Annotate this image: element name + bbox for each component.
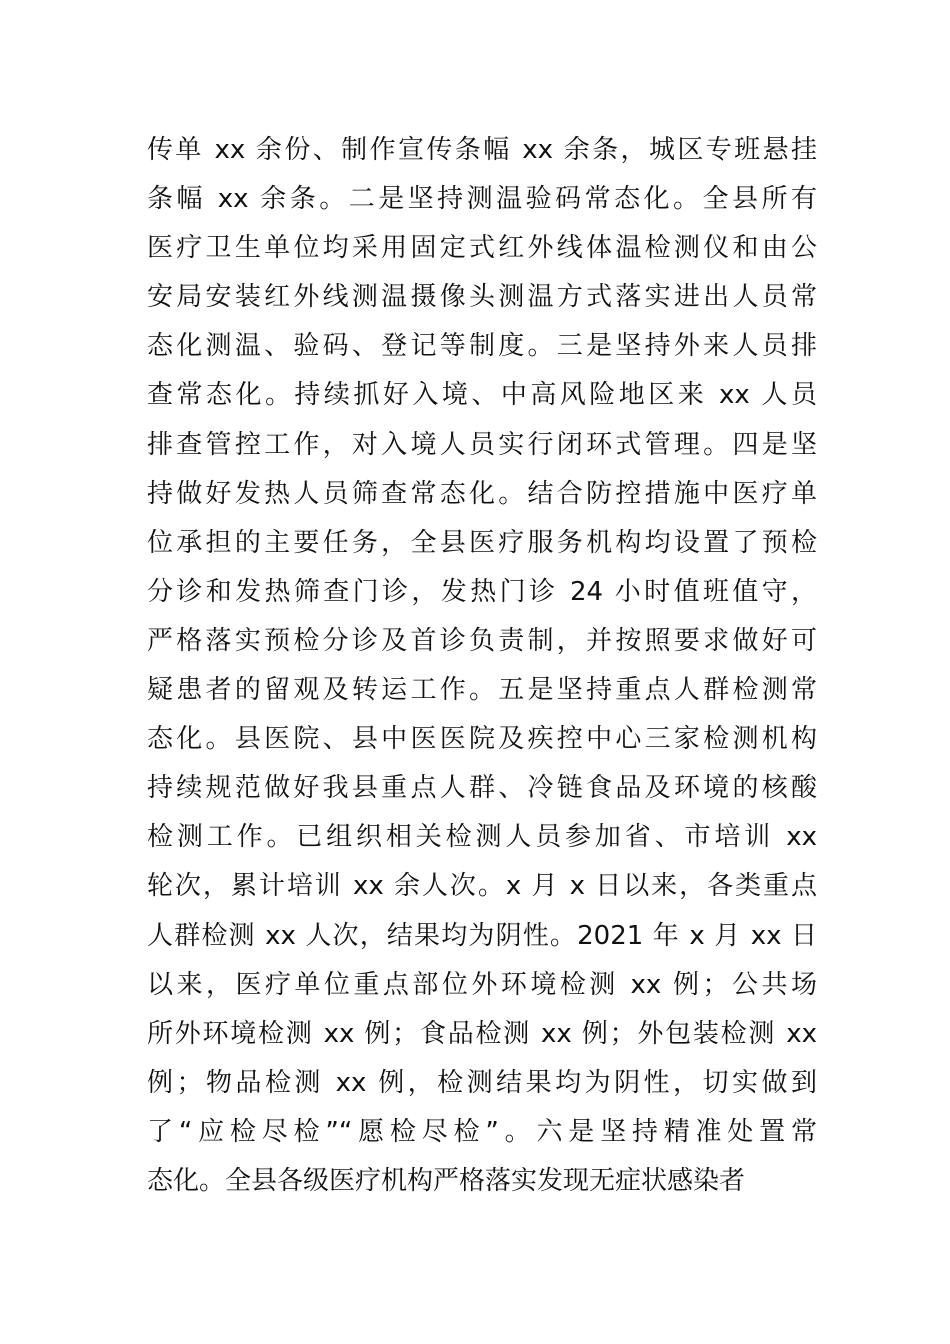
- text-line: 了“应检尽检”“愿检尽检”。六是坚持精准处置常: [147, 1116, 817, 1147]
- text-line: 所外环境检测 xx 例；食品检测 xx 例；外包装检测 xx: [147, 1018, 817, 1049]
- text-line: 安局安装红外线测温摄像头测温方式落实进出人员常: [147, 282, 817, 313]
- text-line: 持续规范做好我县重点人群、冷链食品及环境的核酸: [147, 773, 817, 804]
- text-line: 分诊和发热筛查门诊，发热门诊 24 小时值班值守，: [147, 576, 817, 607]
- text-line: 态化测温、验码、登记等制度。三是坚持外来人员排: [147, 331, 817, 362]
- text-line: 持做好发热人员筛查常态化。结合防控措施中医疗单: [147, 478, 817, 509]
- text-line: 人群检测 xx 人次，结果均为阴性。2021 年 x 月 xx 日: [147, 920, 817, 951]
- text-line: 以来，医疗单位重点部位外环境检测 xx 例；公共场: [147, 969, 817, 1000]
- text-line: 医疗卫生单位均采用固定式红外线体温检测仪和由公: [147, 233, 817, 264]
- text-line: 疑患者的留观及转运工作。五是坚持重点人群检测常: [147, 675, 817, 706]
- text-line: 位承担的主要任务，全县医疗服务机构均设置了预检: [147, 527, 817, 558]
- text-line: 例；物品检测 xx 例，检测结果均为阴性，切实做到: [147, 1067, 817, 1098]
- text-line: 严格落实预检分诊及首诊负责制，并按照要求做好可: [147, 625, 817, 656]
- text-line: 态化。县医院、县中医医院及疾控中心三家检测机构: [147, 724, 817, 755]
- body-paragraph: [147, 126, 817, 1206]
- text-line: 排查管控工作，对入境人员实行闭环式管理。四是坚: [147, 429, 817, 460]
- text-line: 轮次，累计培训 xx 余人次。x 月 x 日以来，各类重点: [147, 871, 817, 902]
- text-line: 查常态化。持续抓好入境、中高风险地区来 xx 人员: [147, 380, 817, 411]
- text-line: 条幅 xx 余条。二是坚持测温验码常态化。全县所有: [147, 184, 817, 215]
- text-line: 检测工作。已组织相关检测人员参加省、市培训 xx: [147, 822, 817, 853]
- text-line: 传单 xx 余份、制作宣传条幅 xx 余条，城区专班悬挂: [147, 135, 817, 165]
- text-line: 态化。全县各级医疗机构严格落实发现无症状感染者: [147, 1165, 746, 1196]
